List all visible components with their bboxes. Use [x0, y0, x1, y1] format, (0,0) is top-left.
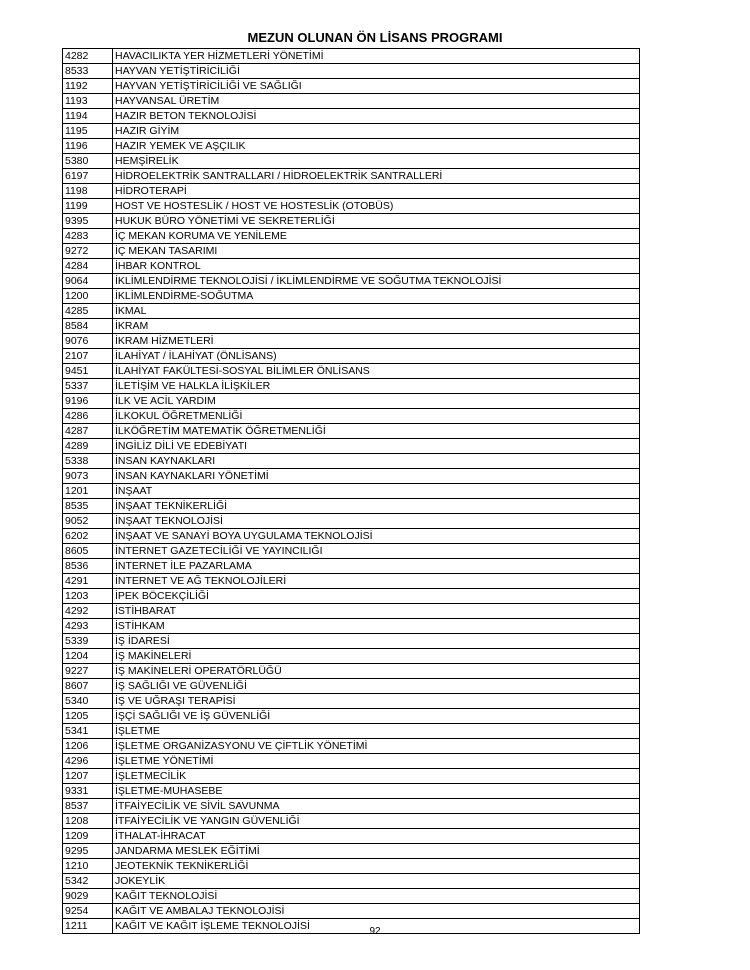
program-code: 6202: [63, 529, 113, 544]
program-name: İTFAİYECİLİK VE SİVİL SAVUNMA: [113, 799, 640, 814]
program-name: JOKEYLİK: [113, 874, 640, 889]
program-name: HUKUK BÜRO YÖNETİMİ VE SEKRETERLİĞİ: [113, 214, 640, 229]
program-code: 1203: [63, 589, 113, 604]
program-name: İLAHİYAT FAKÜLTESİ-SOSYAL BİLİMLER ÖNLİSANS: [113, 364, 640, 379]
program-name: İNŞAAT TEKNOLOJİSİ: [113, 514, 640, 529]
table-row: [63, 49, 640, 64]
program-name: İKLİMLENDİRME-SOĞUTMA: [113, 289, 640, 304]
program-code: 1194: [63, 109, 113, 124]
program-name: İNSAN KAYNAKLARI: [113, 454, 640, 469]
table-row: [63, 634, 640, 649]
program-name: KAĞIT VE KAĞIT İŞLEME TEKNOLOJİSİ: [113, 919, 640, 934]
table-row: [63, 259, 640, 274]
table-row: [63, 424, 640, 439]
program-code: 8584: [63, 319, 113, 334]
table-row: [63, 199, 640, 214]
program-name: JEOTEKNİK TEKNİKERLİĞİ: [113, 859, 640, 874]
program-code: 4283: [63, 229, 113, 244]
program-code: 9073: [63, 469, 113, 484]
program-code: 1193: [63, 94, 113, 109]
program-name: HAZIR YEMEK VE AŞÇILIK: [113, 139, 640, 154]
program-code: 8535: [63, 499, 113, 514]
program-name: İŞ SAĞLIĞI VE GÜVENLİĞİ: [113, 679, 640, 694]
table-row: [63, 604, 640, 619]
program-name: İŞ MAKİNELERİ OPERATÖRLÜĞÜ: [113, 664, 640, 679]
table-row: [63, 289, 640, 304]
program-code: 8533: [63, 64, 113, 79]
program-name: İLKOKUL ÖĞRETMENLİĞİ: [113, 409, 640, 424]
program-name: İNTERNET İLE PAZARLAMA: [113, 559, 640, 574]
program-name: İKMAL: [113, 304, 640, 319]
program-name: İŞ İDARESİ: [113, 634, 640, 649]
program-code: 1205: [63, 709, 113, 724]
table-row: [63, 334, 640, 349]
program-name: İHBAR KONTROL: [113, 259, 640, 274]
program-name: HEMŞİRELİK: [113, 154, 640, 169]
program-code: 4286: [63, 409, 113, 424]
table-row: [63, 904, 640, 919]
program-name: HİDROELEKTRİK SANTRALLARI / HİDROELEKTRİK SANTRALLERİ: [113, 169, 640, 184]
program-code: 5340: [63, 694, 113, 709]
table-row: [63, 799, 640, 814]
program-name: İNTERNET VE AĞ TEKNOLOJİLERİ: [113, 574, 640, 589]
program-code: 1199: [63, 199, 113, 214]
page-title: MEZUN OLUNAN ÖN LİSANS PROGRAMI: [247, 30, 503, 45]
program-name: İNŞAAT: [113, 484, 640, 499]
table-row: [63, 439, 640, 454]
program-name: İTHALAT-İHRACAT: [113, 829, 640, 844]
program-name: İŞLETME: [113, 724, 640, 739]
program-name: İŞÇİ SAĞLIĞI VE İŞ GÜVENLİĞİ: [113, 709, 640, 724]
table-row: [63, 889, 640, 904]
program-code: 5337: [63, 379, 113, 394]
table-row: [63, 79, 640, 94]
program-code: 1210: [63, 859, 113, 874]
program-code: 1201: [63, 484, 113, 499]
program-name: İŞ MAKİNELERİ: [113, 649, 640, 664]
table-row: [63, 844, 640, 859]
program-name: İŞLETME ORGANİZASYONU VE ÇİFTLİK YÖNETİMİ: [113, 739, 640, 754]
program-code: 9052: [63, 514, 113, 529]
program-name: HOST VE HOSTESLİK / HOST VE HOSTESLİK (OTOBÜS): [113, 199, 640, 214]
table-row: [63, 409, 640, 424]
table-row: [63, 214, 640, 229]
table-row: [63, 349, 640, 364]
program-code: 1207: [63, 769, 113, 784]
program-name: HAZIR GİYİM: [113, 124, 640, 139]
program-code: 9395: [63, 214, 113, 229]
program-code: 4289: [63, 439, 113, 454]
table-row: [63, 619, 640, 634]
program-name: HAVACILIKTA YER HİZMETLERİ YÖNETİMİ: [113, 49, 640, 64]
program-code: 1209: [63, 829, 113, 844]
program-code: 4285: [63, 304, 113, 319]
program-code: 8537: [63, 799, 113, 814]
program-code: 1206: [63, 739, 113, 754]
program-name: İPEK BÖCEKÇİLİĞİ: [113, 589, 640, 604]
program-code: 1196: [63, 139, 113, 154]
program-code: 4292: [63, 604, 113, 619]
table-row: [63, 664, 640, 679]
program-name: HAYVAN YETİŞTİRİCİLİĞİ VE SAĞLIĞI: [113, 79, 640, 94]
program-name: KAĞIT VE AMBALAJ TEKNOLOJİSİ: [113, 904, 640, 919]
table-row: [63, 364, 640, 379]
program-code: 9254: [63, 904, 113, 919]
program-code: 5341: [63, 724, 113, 739]
program-code: 5338: [63, 454, 113, 469]
program-code: 4296: [63, 754, 113, 769]
table-row: [63, 709, 640, 724]
program-name: İNŞAAT TEKNİKERLİĞİ: [113, 499, 640, 514]
program-name: İŞLETME-MUHASEBE: [113, 784, 640, 799]
table-row: [63, 169, 640, 184]
program-name: KAĞIT TEKNOLOJİSİ: [113, 889, 640, 904]
program-code: 8536: [63, 559, 113, 574]
table-row: [63, 514, 640, 529]
program-code: 4284: [63, 259, 113, 274]
table-row: [63, 574, 640, 589]
table-row: [63, 559, 640, 574]
program-code: 9064: [63, 274, 113, 289]
table-row: [63, 139, 640, 154]
table-row: [63, 229, 640, 244]
program-code: 1211: [63, 919, 113, 934]
program-name: İSTİHKAM: [113, 619, 640, 634]
table-row: [63, 484, 640, 499]
table-row: [63, 319, 640, 334]
table-row: [63, 589, 640, 604]
table-row: [63, 679, 640, 694]
program-code: 9451: [63, 364, 113, 379]
table-row: [63, 379, 640, 394]
program-name: İKLİMLENDİRME TEKNOLOJİSİ / İKLİMLENDİRME VE SOĞUTMA TEKNOLOJİSİ: [113, 274, 640, 289]
table-row: [63, 784, 640, 799]
table-row: [63, 244, 640, 259]
program-name: İNŞAAT VE SANAYİ BOYA UYGULAMA TEKNOLOJİSİ: [113, 529, 640, 544]
table-row: [63, 154, 640, 169]
program-code: 9272: [63, 244, 113, 259]
program-code: 9029: [63, 889, 113, 904]
program-name: İLETİŞİM VE HALKLA İLİŞKİLER: [113, 379, 640, 394]
program-code: 9076: [63, 334, 113, 349]
program-name: İLKÖĞRETİM MATEMATİK ÖĞRETMENLİĞİ: [113, 424, 640, 439]
page-number: 92: [369, 926, 381, 937]
program-code: 1195: [63, 124, 113, 139]
table-row: [63, 454, 640, 469]
program-name: İÇ MEKAN KORUMA VE YENİLEME: [113, 229, 640, 244]
program-code: 4293: [63, 619, 113, 634]
program-name: İNTERNET GAZETECİLİĞİ VE YAYINCILIĞI: [113, 544, 640, 559]
program-code: 5339: [63, 634, 113, 649]
table-row: [63, 814, 640, 829]
program-name: JANDARMA MESLEK EĞİTİMİ: [113, 844, 640, 859]
program-code: 2107: [63, 349, 113, 364]
program-name: İLAHİYAT / İLAHİYAT (ÖNLİSANS): [113, 349, 640, 364]
program-code: 1192: [63, 79, 113, 94]
program-code: 5380: [63, 154, 113, 169]
program-code: 9227: [63, 664, 113, 679]
program-code: 9295: [63, 844, 113, 859]
program-name: İNGİLİZ DİLİ VE EDEBİYATI: [113, 439, 640, 454]
table-row: [63, 874, 640, 889]
program-code: 1200: [63, 289, 113, 304]
table-row: [63, 829, 640, 844]
program-code: 1198: [63, 184, 113, 199]
program-name: HAYVAN YETİŞTİRİCİLİĞİ: [113, 64, 640, 79]
program-name: HAYVANSAL ÜRETİM: [113, 94, 640, 109]
table-row: [63, 694, 640, 709]
program-code: 4291: [63, 574, 113, 589]
table-row: [63, 124, 640, 139]
program-code: 6197: [63, 169, 113, 184]
program-code: 5342: [63, 874, 113, 889]
table-row: [63, 769, 640, 784]
table-row: [63, 649, 640, 664]
program-name: HAZIR BETON TEKNOLOJİSİ: [113, 109, 640, 124]
table-row: [63, 304, 640, 319]
table-row: [63, 739, 640, 754]
table-row: [63, 274, 640, 289]
program-code: 9331: [63, 784, 113, 799]
program-table-body: [63, 49, 640, 934]
program-name: İŞLETMECİLİK: [113, 769, 640, 784]
table-row: [63, 529, 640, 544]
table-row: [63, 94, 640, 109]
program-code: 4282: [63, 49, 113, 64]
program-code: 1208: [63, 814, 113, 829]
table-row: [63, 394, 640, 409]
program-table: [62, 48, 640, 934]
program-name: İŞLETME YÖNETİMİ: [113, 754, 640, 769]
program-name: İSTİHBARAT: [113, 604, 640, 619]
table-row: [63, 859, 640, 874]
program-name: İTFAİYECİLİK VE YANGIN GÜVENLİĞİ: [113, 814, 640, 829]
program-name: İNSAN KAYNAKLARI YÖNETİMİ: [113, 469, 640, 484]
program-code: 8605: [63, 544, 113, 559]
table-row: [63, 544, 640, 559]
table-row: [63, 184, 640, 199]
program-code: 8607: [63, 679, 113, 694]
program-code: 1204: [63, 649, 113, 664]
program-name: İÇ MEKAN TASARIMI: [113, 244, 640, 259]
program-name: HİDROTERAPİ: [113, 184, 640, 199]
table-row: [63, 109, 640, 124]
table-row: [63, 754, 640, 769]
program-name: İKRAM HİZMETLERİ: [113, 334, 640, 349]
program-code: 9196: [63, 394, 113, 409]
table-row: [63, 724, 640, 739]
program-name: İLK VE ACİL YARDIM: [113, 394, 640, 409]
program-name: İKRAM: [113, 319, 640, 334]
table-row: [63, 499, 640, 514]
table-row: [63, 469, 640, 484]
table-row: [63, 64, 640, 79]
program-code: 4287: [63, 424, 113, 439]
program-name: İŞ VE UĞRAŞI TERAPİSİ: [113, 694, 640, 709]
